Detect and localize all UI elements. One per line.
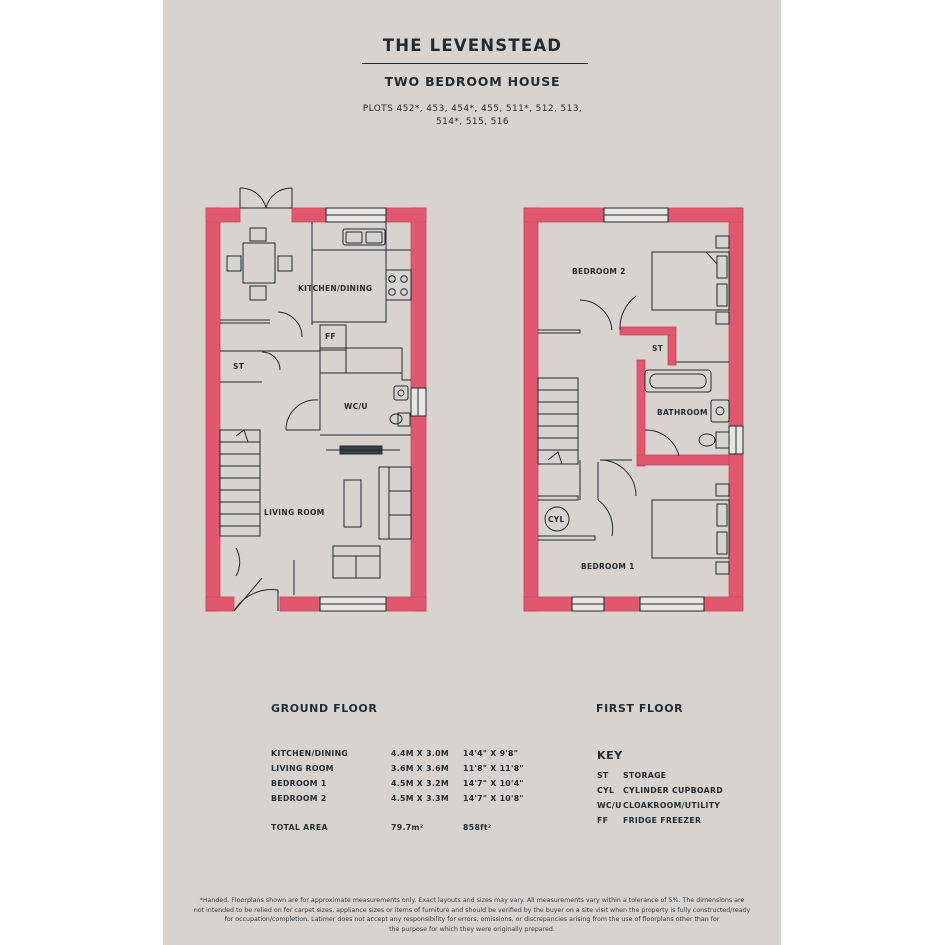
schedule-metric: 4.4M X 3.0M — [391, 749, 449, 758]
schedule-metric: 4.5M X 3.3M — [391, 794, 449, 803]
first-floor-plan — [524, 208, 743, 611]
first-internal-walls — [538, 330, 729, 540]
key-label: FRIDGE FREEZER — [623, 816, 702, 825]
ground-windows — [320, 208, 426, 611]
key-code: WC/U — [597, 801, 622, 810]
key-label: CYLINDER CUPBOARD — [623, 786, 724, 795]
wc-fittings — [390, 386, 410, 426]
plots-line-2: 514*, 515, 516 — [435, 116, 510, 127]
key-item — [597, 786, 747, 798]
label-living-room: LIVING ROOM — [264, 508, 325, 517]
disclaimer-line-3: for occupation/completion. Latimer does not accept any responsibility for errors, omissions, or discrepancies arising from the use of floorplans other than for — [224, 916, 720, 923]
key-item — [597, 801, 747, 813]
label-wcu: WC/U — [344, 402, 368, 411]
ground-internal-walls — [220, 222, 411, 435]
label-bedroom2: BEDROOM 2 — [572, 267, 626, 276]
schedule-metric: 4.5M X 3.2M — [391, 779, 449, 788]
label-cyl: CYL — [548, 515, 565, 524]
schedule-total-row — [271, 823, 531, 835]
key-code: ST — [597, 771, 609, 780]
page-subtitle: TWO BEDROOM HOUSE — [384, 74, 561, 89]
total-metric: 79.7m² — [391, 823, 424, 832]
first-floor-heading: FIRST FLOOR — [596, 702, 684, 715]
total-label: TOTAL AREA — [271, 823, 328, 832]
disclaimer-line-4: the purpose for which they were originally prepared. — [389, 925, 555, 933]
page-title: THE LEVENSTEAD — [382, 36, 563, 55]
label-st-first: ST — [652, 344, 664, 353]
label-bedroom1: BEDROOM 1 — [581, 562, 635, 571]
bedroom2-bed — [652, 236, 729, 324]
key-label: CLOAKROOM/UTILITY — [623, 801, 721, 810]
schedule-room: LIVING ROOM — [271, 764, 334, 773]
key-item — [597, 771, 747, 783]
ground-outer-walls — [206, 208, 426, 611]
schedule-imperial: 14'7" X 10'4" — [463, 779, 524, 788]
first-outer-walls — [524, 208, 743, 611]
disclaimer-line-1: *Handed. Floorplans shown are for approximate measurements only. Exact layouts and sizes may vary. All measurements vary within a tolerance of 5%. The dimensions are — [199, 897, 745, 904]
first-stairs — [538, 378, 578, 464]
label-st-ground: ST — [233, 362, 245, 371]
schedule-imperial: 14'4" X 9'8" — [463, 749, 519, 758]
total-imperial: 858ft² — [463, 823, 492, 832]
key-heading: KEY — [597, 749, 623, 762]
ground-floor-heading: GROUND FLOOR — [271, 702, 378, 715]
label-bathroom: BATHROOM — [657, 408, 708, 417]
schedule-row — [271, 764, 531, 776]
schedule-imperial: 11'8" X 11'8" — [463, 764, 524, 773]
ground-floor-plan — [206, 188, 426, 611]
schedule-room: KITCHEN/DINING — [271, 749, 349, 758]
key-label: STORAGE — [623, 771, 667, 780]
french-doors — [240, 188, 292, 208]
dining-table — [227, 228, 292, 300]
disclaimer-line-2: not intended to be relied on for carpet sizes, appliance sizes or items of furniture and should be verified by the buyer on a site visit when the property is fully constructed/ready — [193, 906, 751, 914]
disclaimer — [166, 896, 778, 934]
schedule-imperial: 14'7" X 10'8" — [463, 794, 524, 803]
schedule-row — [271, 749, 531, 761]
key-code: FF — [597, 816, 609, 825]
schedule-row — [271, 794, 531, 806]
living-furniture — [294, 446, 411, 595]
ground-doors — [234, 312, 318, 611]
schedule-room: BEDROOM 2 — [271, 794, 327, 803]
ground-stairs — [220, 430, 260, 536]
schedule-row — [271, 779, 531, 791]
key-item — [597, 816, 747, 828]
label-ff: FF — [325, 332, 336, 341]
label-kitchen-dining: KITCHEN/DINING — [298, 284, 373, 293]
schedule-room: BEDROOM 1 — [271, 779, 327, 788]
plots-line-1: PLOTS 452*, 453, 454*, 455, 511*, 512, 513, — [362, 104, 583, 114]
bedroom1-bed — [652, 484, 729, 574]
schedule-metric: 3.6M X 3.6M — [391, 764, 449, 773]
key-code: CYL — [597, 786, 615, 795]
